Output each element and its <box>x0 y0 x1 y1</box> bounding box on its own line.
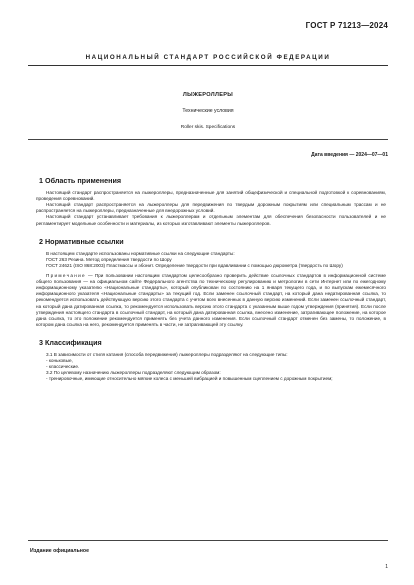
note-text: — При пользовании настоящим стандартом целесообразно проверить действие ссылочных стандартов в информационной системе общего пользования — на официальном сайте Федерального агентства по техническому регулированию и метрологии в сети Интернет или по ежегодному информационному указателю «Национальные стандарты», который опубликован по состоянию на 1 января текущего года, и по выпускам ежемесячного информационного указателя «Национальные стандарты» за текущий год. Если заменен ссылочный стандарт, на который дана недатированная ссылка, то рекомендуется использовать действующую версию этого стандарта с учетом всех внесенных в данную версию изменений. Если заменен ссылочный стандарт, на который дана датированная ссылка, то рекомендуется использовать версию этого стандарта с указанным выше годом утверждения (принятия). Если после утверждения настоящего стандарта в ссылочный стандарт, на который дана датированная ссылка, внесено изменение, затрагивающее положение, на которое дана ссылка, то это положение рекомендуется применять без учета данного изменения. Если ссылочный стандарт отменен без замены, то положение, в котором дана ссылка на него, рекомендуется применять в части, не затрагивающей эту ссылку. <box>36 273 386 327</box>
list-item: - классические. <box>46 364 80 370</box>
section-2-paragraph: В настоящем стандарте использованы нормативные ссылки на следующие стандарты: <box>46 250 235 256</box>
official-edition-label: Издание официальное <box>30 548 89 554</box>
section-2-note <box>36 273 386 328</box>
normative-reference: ГОСТ 24621 (ISO 868:2003) Пластмассы и эбонит. Определение твердости при вдавливании с помощью дюрометра (твердость по Шору) <box>46 262 343 268</box>
title-block <box>28 92 388 130</box>
english-title: Roller skis. Specifications <box>180 125 236 130</box>
note-label: Примечание <box>46 273 86 279</box>
normative-reference: ГОСТ 263 Резина. Метод определения твердости по Шору <box>46 256 172 262</box>
introduction-date: Дата введения — 2024—07—01 <box>311 152 388 158</box>
section-1-heading: 1 Область применения <box>39 176 122 185</box>
document-title: ЛЫЖЕРОЛЛЕРЫ <box>182 92 234 98</box>
section-3-heading: 3 Классификация <box>39 337 102 347</box>
list-item: - коньковые, <box>46 358 73 364</box>
title-divider <box>28 139 388 140</box>
document-body <box>36 178 386 382</box>
page-number: 1 <box>385 564 388 570</box>
section-1-paragraph: Настоящий стандарт распространяется на лыжероллеры для передвижения по твердым дорожным покрытиям или специальным трассам и не распространяется на лыжероллеры, предназначенные для внедорожных условий. <box>36 202 386 214</box>
section-3-paragraph: 3.2 По целевому назначению лыжероллеры подразделяют следующим образом: <box>46 370 221 376</box>
section-1-paragraph: Настоящий стандарт устанавливает требования к лыжероллерам и отдельным элементам для обеспечения безопасности пользователей и не регламентирует модельные особенности и материалы, из которых изготавливают элементы лыжероллеров. <box>36 214 386 226</box>
gost-number: ГОСТ Р 71213—2024 <box>305 21 388 30</box>
footer-divider <box>28 540 388 541</box>
document-subtitle: Технические условия <box>182 108 234 114</box>
section-3-paragraph: 3.1 В зависимости от стиля катания (способа передвижения) лыжероллеры подразделяют на следующие типы: <box>46 351 288 357</box>
section-2-heading: 2 Нормативные ссылки <box>39 236 124 246</box>
national-standard-heading: НАЦИОНАЛЬНЫЙ СТАНДАРТ РОССИЙСКОЙ ФЕДЕРАЦИИ <box>28 54 388 66</box>
section-3-paragraph: - тренировочные, имеющие относительно мягкие колеса с меньшей вибрацией и повышенным сцеплением с дорожным покрытием; <box>46 376 333 382</box>
section-1-paragraph: Настоящий стандарт распространяется на лыжероллеры, предназначенные для занятий общефизической и специальной подготовкой к соревнованиям, проведения соревнований. <box>36 190 386 202</box>
